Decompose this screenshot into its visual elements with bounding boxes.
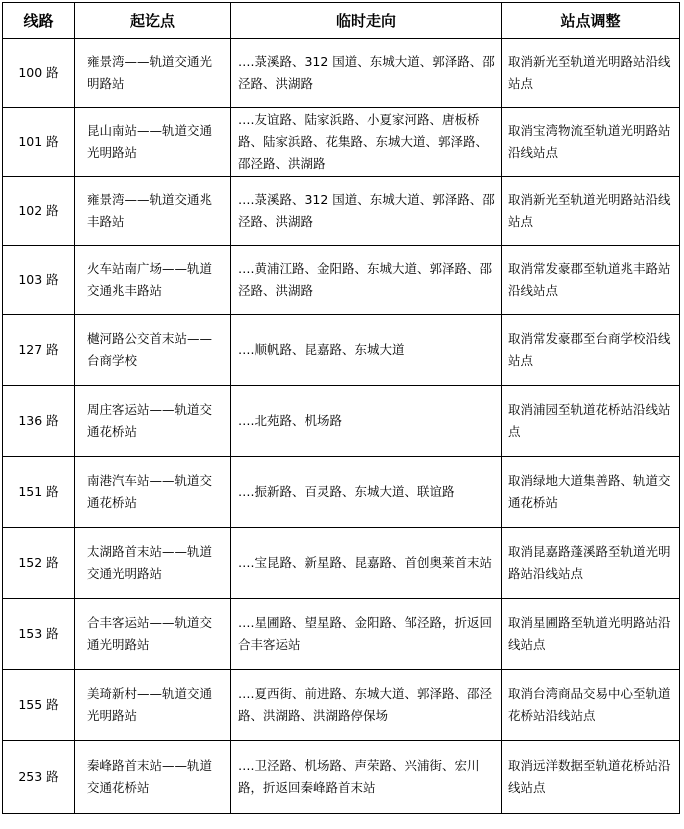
cell-stop-adjustment-text: 取消昆嘉路蓬溪路至轨道光明路站沿线站点 — [508, 544, 671, 581]
cell-line — [3, 599, 75, 670]
cell-line-text: 127 路 — [18, 342, 59, 357]
cell-line-text: 100 路 — [18, 65, 59, 80]
cell-stop-adjustment-text: 取消新光至轨道光明路站沿线站点 — [508, 54, 671, 91]
cell-line — [3, 528, 75, 599]
table-row — [3, 528, 680, 599]
cell-line — [3, 39, 75, 108]
cell-temporary-route-text: ….宝昆路、新星路、昆嘉路、首创奥莱首末站 — [238, 555, 492, 570]
cell-line — [3, 741, 75, 814]
cell-stop-adjustment-text: 取消宝湾物流至轨道光明路站沿线站点 — [508, 123, 671, 160]
cell-temporary-route-text: ….卫泾路、机场路、声荣路、兴浦街、宏川路，折返回秦峰路首末站 — [238, 758, 480, 795]
header-stop-adjustment: 站点调整 — [502, 3, 680, 39]
table-header-row — [3, 3, 680, 39]
cell-origin-destination — [75, 39, 231, 108]
cell-line-text: 253 路 — [18, 769, 59, 784]
cell-temporary-route — [231, 599, 502, 670]
cell-stop-adjustment — [502, 457, 680, 528]
cell-origin-destination — [75, 246, 231, 315]
cell-line — [3, 246, 75, 315]
cell-stop-adjustment-text: 取消台湾商品交易中心至轨道花桥站沿线站点 — [508, 686, 671, 723]
table-body — [3, 39, 680, 814]
cell-origin-destination — [75, 741, 231, 814]
cell-origin-destination — [75, 177, 231, 246]
table-row — [3, 246, 680, 315]
cell-origin-destination-text: 雍景湾——轨道交通光明路站 — [87, 54, 213, 91]
table-row — [3, 386, 680, 457]
cell-temporary-route-text: ….顺帆路、昆嘉路、东城大道 — [238, 342, 405, 357]
cell-stop-adjustment — [502, 108, 680, 177]
cell-origin-destination — [75, 599, 231, 670]
cell-temporary-route-text: ….星圃路、望星路、金阳路、邹泾路，折返回合丰客运站 — [238, 615, 492, 652]
table-row — [3, 741, 680, 814]
table-row — [3, 108, 680, 177]
cell-temporary-route — [231, 39, 502, 108]
cell-origin-destination-text: 樾河路公交首末站——台商学校 — [87, 331, 213, 368]
header-temporary-route: 临时走向 — [231, 3, 502, 39]
cell-stop-adjustment — [502, 315, 680, 386]
cell-temporary-route — [231, 457, 502, 528]
header-line: 线路 — [3, 3, 75, 39]
cell-stop-adjustment-text: 取消远洋数据至轨道花桥站沿线站点 — [508, 758, 671, 795]
cell-origin-destination — [75, 108, 231, 177]
table-row — [3, 457, 680, 528]
cell-temporary-route-text: ….黄浦江路、金阳路、东城大道、郭泽路、邵泾路、洪湖路 — [238, 261, 492, 298]
table-row — [3, 315, 680, 386]
cell-temporary-route — [231, 741, 502, 814]
route-adjustment-table — [2, 2, 680, 814]
cell-stop-adjustment — [502, 39, 680, 108]
cell-temporary-route — [231, 528, 502, 599]
cell-stop-adjustment-text: 取消常发豪郡至轨道兆丰路站沿线站点 — [508, 261, 671, 298]
cell-line-text: 102 路 — [18, 203, 59, 218]
cell-origin-destination — [75, 457, 231, 528]
cell-stop-adjustment — [502, 599, 680, 670]
cell-stop-adjustment-text: 取消星圃路至轨道光明路站沿线站点 — [508, 615, 671, 652]
cell-stop-adjustment — [502, 386, 680, 457]
cell-line — [3, 386, 75, 457]
cell-line-text: 101 路 — [18, 134, 59, 149]
cell-stop-adjustment-text: 取消新光至轨道光明路站沿线站点 — [508, 192, 671, 229]
cell-temporary-route-text: ….夏西街、前进路、东城大道、郭泽路、邵泾路、洪湖路、洪湖路停保场 — [238, 686, 492, 723]
cell-origin-destination-text: 合丰客运站——轨道交通光明路站 — [87, 615, 213, 652]
cell-temporary-route-text: ….北苑路、机场路 — [238, 413, 342, 428]
table-row — [3, 177, 680, 246]
cell-origin-destination — [75, 528, 231, 599]
cell-line — [3, 315, 75, 386]
cell-temporary-route-text: ….友谊路、陆家浜路、小夏家河路、唐板桥路、陆家浜路、花集路、东城大道、郭泽路、邵泾路、洪湖路 — [238, 112, 489, 171]
cell-temporary-route — [231, 315, 502, 386]
cell-stop-adjustment — [502, 741, 680, 814]
cell-origin-destination-text: 太湖路首末站——轨道交通光明路站 — [87, 544, 213, 581]
cell-stop-adjustment-text: 取消绿地大道集善路、轨道交通花桥站 — [508, 473, 671, 510]
cell-temporary-route-text: ….菉溪路、312 国道、东城大道、郭泽路、邵泾路、洪湖路 — [238, 192, 495, 229]
cell-origin-destination — [75, 386, 231, 457]
cell-stop-adjustment-text: 取消常发豪郡至台商学校沿线站点 — [508, 331, 671, 368]
cell-origin-destination-text: 昆山南站——轨道交通光明路站 — [87, 123, 213, 160]
cell-line — [3, 177, 75, 246]
cell-stop-adjustment — [502, 528, 680, 599]
cell-temporary-route-text: ….菉溪路、312 国道、东城大道、郭泽路、邵泾路、洪湖路 — [238, 54, 495, 91]
cell-line — [3, 108, 75, 177]
cell-origin-destination-text: 雍景湾——轨道交通兆丰路站 — [87, 192, 213, 229]
cell-temporary-route — [231, 670, 502, 741]
cell-origin-destination — [75, 315, 231, 386]
cell-temporary-route — [231, 108, 502, 177]
table-row — [3, 39, 680, 108]
cell-stop-adjustment — [502, 246, 680, 315]
cell-temporary-route — [231, 386, 502, 457]
cell-line-text: 136 路 — [18, 413, 59, 428]
cell-line-text: 152 路 — [18, 555, 59, 570]
cell-temporary-route — [231, 246, 502, 315]
cell-line-text: 153 路 — [18, 626, 59, 641]
header-origin-destination: 起讫点 — [75, 3, 231, 39]
cell-line — [3, 457, 75, 528]
cell-origin-destination-text: 周庄客运站——轨道交通花桥站 — [87, 402, 213, 439]
cell-temporary-route-text: ….振新路、百灵路、东城大道、联谊路 — [238, 484, 455, 499]
table-row — [3, 599, 680, 670]
cell-line — [3, 670, 75, 741]
cell-line-text: 155 路 — [18, 697, 59, 712]
table-row — [3, 670, 680, 741]
cell-origin-destination-text: 火车站南广场——轨道交通兆丰路站 — [87, 261, 213, 298]
cell-stop-adjustment-text: 取消浦园至轨道花桥站沿线站点 — [508, 402, 671, 439]
cell-origin-destination-text: 南港汽车站——轨道交通花桥站 — [87, 473, 213, 510]
cell-temporary-route — [231, 177, 502, 246]
cell-line-text: 103 路 — [18, 272, 59, 287]
cell-origin-destination — [75, 670, 231, 741]
cell-origin-destination-text: 美琦新村——轨道交通光明路站 — [87, 686, 213, 723]
cell-line-text: 151 路 — [18, 484, 59, 499]
cell-stop-adjustment — [502, 177, 680, 246]
cell-stop-adjustment — [502, 670, 680, 741]
cell-origin-destination-text: 秦峰路首末站——轨道交通花桥站 — [87, 758, 213, 795]
